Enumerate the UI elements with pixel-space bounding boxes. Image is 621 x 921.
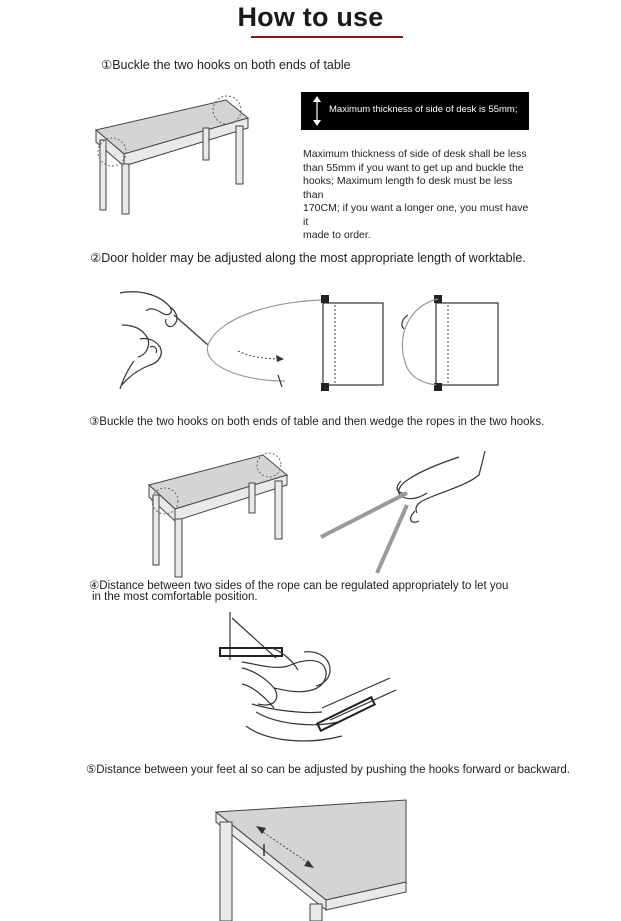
callout-text: Maximum thickness of side of desk is 55mm; (329, 104, 518, 115)
page-title: How to use (237, 2, 384, 32)
step-3-instruction: ③Buckle the two hooks on both ends of table and then wedge the ropes in the two hooks. (89, 416, 545, 428)
description-line: than 55mm if you want to get up and buckle the (303, 161, 524, 174)
step-1-table-illustration (90, 92, 260, 214)
step-5-instruction: ⑤Distance between your feet al so can be adjusted by pushing the hooks forward or backward. (86, 764, 571, 776)
step-3-hook-illustration (145, 445, 495, 580)
step-2-adjust-illustration (110, 285, 510, 405)
title-underline (251, 36, 403, 38)
step-1-instruction: ①Buckle the two hooks on both ends of table (101, 58, 351, 72)
thickness-callout (301, 92, 529, 130)
step-4-instruction-line-1: ④Distance between two sides of the rope can be regulated appropriately to let you (89, 580, 509, 592)
step-1-description (303, 148, 535, 241)
step-4-instruction-line-2: in the most comfortable position. (92, 591, 258, 603)
thickness-arrow-icon (311, 96, 323, 126)
description-line: made to order. (303, 229, 371, 241)
step-5-table-corner-illustration (214, 800, 410, 921)
step-2-instruction: ②Door holder may be adjusted along the most appropriate length of worktable. (90, 251, 526, 265)
description-line: Maximum thickness of side of desk shall be less (303, 148, 527, 160)
description-line: 170CM; if you want a longer one, you must have it (303, 202, 529, 228)
description-line: hooks; Maximum length fo desk must be less than (303, 175, 513, 201)
step-4-feet-illustration (212, 608, 402, 748)
